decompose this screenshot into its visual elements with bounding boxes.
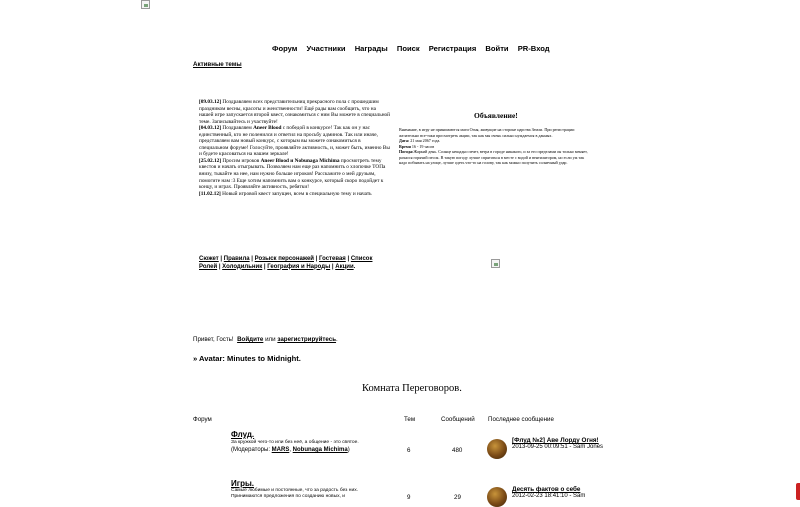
banner-broken-image (491, 259, 500, 268)
news-text: Просим игроков (221, 157, 261, 164)
link-separator: | (347, 256, 350, 262)
announcement-time: 16 - 19 часов (410, 143, 435, 149)
link-geography[interactable]: География и Народы (267, 263, 331, 270)
register-link[interactable]: зарегистрируйтесь (277, 336, 337, 343)
news-text: Поздравляем (221, 125, 254, 132)
nav-forum[interactable]: Форум (272, 44, 298, 53)
announcement-title: Объявление! (474, 111, 518, 120)
topics-count: 9 (407, 494, 411, 501)
login-link[interactable]: Войдите (237, 336, 264, 343)
link-guestbook[interactable]: Гостевая (319, 256, 346, 262)
announcement-time-label: Время (399, 143, 411, 149)
last-post-link[interactable]: [Флуд №2] Аве Лорду Огня! (512, 437, 599, 444)
posts-count: 480 (452, 447, 463, 454)
link-separator: | (220, 256, 223, 262)
last-post-link[interactable]: Десять фактов о себе (512, 486, 581, 493)
nav-members[interactable]: Участники (306, 44, 346, 53)
header-posts: Сообщений (441, 416, 475, 423)
link-fridge[interactable]: Холодильник (222, 263, 263, 270)
main-nav (272, 44, 557, 53)
moderators-prefix: (Модераторы: (231, 447, 272, 453)
header-last-post: Последнее сообщение (488, 416, 554, 423)
topics-count: 6 (407, 447, 411, 454)
nav-pr-login[interactable]: PR-Вход (517, 44, 550, 53)
news-date: [04.03.12] (199, 125, 222, 132)
link-promotions[interactable]: Акции (335, 263, 354, 270)
nav-register[interactable]: Регистрация (428, 44, 477, 53)
nav-awards[interactable]: Награды (354, 44, 388, 53)
greeting-or: или (265, 336, 276, 343)
nav-search[interactable]: Поиск (396, 44, 420, 53)
news-date: [25.02.12] (199, 157, 222, 164)
forum-title-games[interactable]: Игры. (231, 479, 255, 488)
news-author: Aneer Blood (260, 157, 289, 164)
links-end: . (353, 263, 356, 270)
news-text: просмотреть тему квестов и начать отыгрывать. Позволяем нам еще раз напомнить о хлопочке ТОПа внизу, тыкайте на нее, нам нужно больше игроков! Расскажите о мей друзьям, помогите нам :3 Еще хотим напомнить вам о конкурсе, который скоро подойдет к концу, и играх. Проявляйте активность, ребятки! (199, 157, 386, 191)
news-date: [11.02.12] (199, 190, 221, 197)
forum-moderators (231, 447, 350, 453)
news-text: Новый игровой квест запущен, всем в специальную тему и начать (220, 190, 372, 197)
announcement-weather-label: Погода: (399, 149, 414, 154)
scroll-to-top-tab[interactable] (796, 483, 800, 500)
category-title: Комната Переговоров. (362, 383, 462, 394)
announcement-date: 21 мая 2067 года. (409, 138, 441, 143)
posts-count: 29 (454, 494, 461, 501)
active-topics-link[interactable]: Активные темы (193, 61, 242, 68)
header-forum: Форум (193, 416, 212, 423)
moderators-end: ) (347, 447, 350, 453)
news-box (199, 99, 391, 204)
link-plot[interactable]: Сюжет (199, 256, 219, 262)
link-separator: | (218, 263, 221, 270)
link-roles-list[interactable]: Список Ролей (199, 256, 373, 270)
announcement-date-label: Дата: (399, 138, 410, 143)
forum-breadcrumb[interactable]: » Avatar: Minutes to Midnight. (193, 354, 301, 363)
announcement-body (399, 127, 591, 166)
news-text: с победой в конкурсе! Так как он у нас единственный, кто не поленился и ответил на просьбу админов. Так или иначе, представляем вам новый конкурс, с которым вы можете ознакомиться в специальном форуме! Голосуйте, проявляйте активность, и, может быть, именно Вы и будете красоваться на нашем зеркале! (199, 125, 390, 158)
link-separator: | (251, 256, 253, 262)
news-text: Поздравляем всех представительниц прекрасного пола с прошедшим праздником весны, красоты и женственности! Ещё рады вам сообщить, что на нашей игре запускается второй квест, ознакомиться с ним Вы можете в специальной теме. Записывайтесь и участвуйте! (199, 99, 391, 125)
news-date: [09.03.12] (199, 99, 222, 105)
link-separator: | (315, 256, 318, 262)
greeting-end: . (336, 336, 338, 343)
news-author: и Nobunaga Michima (288, 157, 340, 164)
moderator-link[interactable]: Nobunaga Michima (292, 447, 348, 453)
news-author: Aneer Blood (253, 125, 282, 132)
moderators-separator: , (289, 447, 293, 453)
forum-description: Самые любимые и постоянные, что за радость без них. Принимаются предложения по созданию новых, и (231, 488, 359, 499)
header-topics: Тем (404, 416, 416, 423)
link-wanted-characters[interactable]: Розыск персонажей (254, 256, 314, 262)
header-logo-broken-image (141, 0, 150, 9)
last-post-meta: 2012-02-23 18:41:10 - Sam (512, 493, 586, 499)
last-poster-avatar[interactable] (487, 487, 507, 507)
info-links (199, 256, 389, 271)
announcement-weather: Жаркий день. Солнце нещадно печет, ветра в городе никакого, и за его пределами он только меняет, разнося горячий песок. В такую погоду лучше спрятаться в месте с водой и вентилятором, но если уж так надо побывать на улице, лучше одеть что-то на голову, так как можно получить солнечный удар. (399, 149, 588, 165)
link-separator: | (263, 263, 266, 270)
guest-greeting (193, 336, 338, 343)
forum-description: За кружкой чего-то или без неё, а общение - это святое. (231, 440, 359, 445)
moderator-link[interactable]: MARS (271, 447, 290, 453)
link-rules[interactable]: Правила (223, 256, 250, 262)
last-post-meta: 2013-09-25 00:09:51 - Sam Jones (512, 444, 604, 450)
link-separator: | (331, 263, 334, 270)
announcement-intro: Внимание, в игру не принимаются маги Огня, живущие на стороне царства Земли. При регистрации желательно все-таки просмотреть акции, так как мы очень сильно нуждаемся в данных. (399, 127, 575, 138)
forum-title-flood[interactable]: Флуд. (231, 430, 255, 439)
nav-login[interactable]: Войти (485, 44, 509, 53)
greeting-text: Привет, Гость! (193, 336, 234, 343)
last-poster-avatar[interactable] (487, 439, 507, 459)
